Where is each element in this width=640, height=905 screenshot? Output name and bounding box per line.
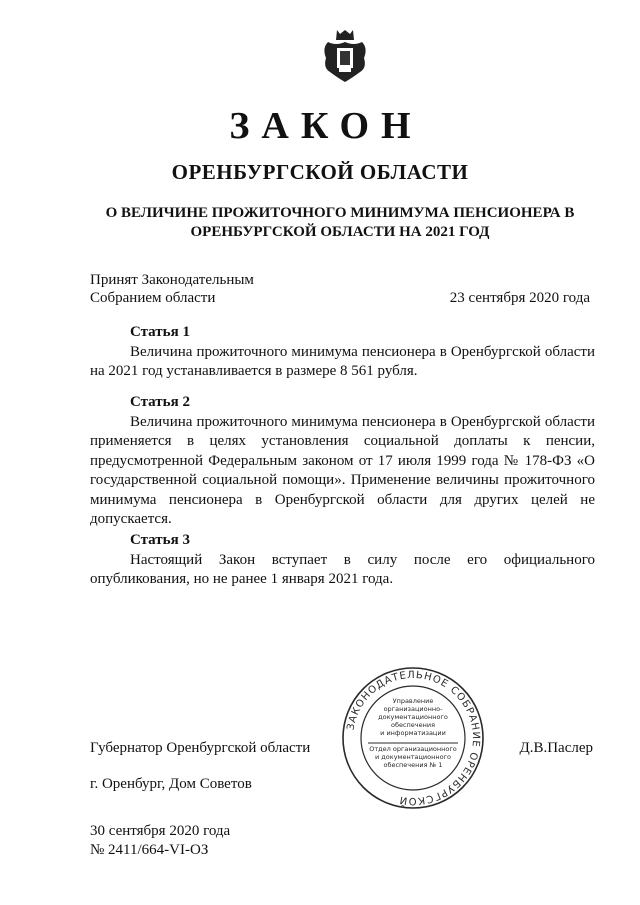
seal-line: обеспечения bbox=[390, 721, 436, 729]
article-2 bbox=[90, 393, 595, 530]
seal-line: Отдел организационного bbox=[369, 745, 457, 753]
law-date-number bbox=[90, 822, 230, 860]
signatory-name: Д.В.Паслер bbox=[519, 740, 593, 756]
seal-line: и информатизации bbox=[380, 729, 446, 737]
law-subject-line-2: ОРЕНБУРГСКОЙ ОБЛАСТИ НА 2021 ГОД bbox=[190, 224, 490, 240]
signatory-title: Губернатор Оренбургской области bbox=[90, 740, 311, 756]
sign-date: 30 сентября 2020 года bbox=[90, 823, 231, 839]
document-title: ЗАКОН bbox=[229, 105, 423, 147]
article-text: Величина прожиточного минимума пенсионера в Оренбургской области применяется в целях установления социальной доплаты к пенсии, предусмотренной Федеральным законом от 17 июля 1999 года № 178-ФЗ «О государственной социальной помощи». Применение величины прожиточного минимума пенсионера в Оренбургской области для других целей не допускается. bbox=[90, 413, 595, 527]
seal-line: и документационного bbox=[375, 753, 451, 761]
article-heading: Статья 1 bbox=[130, 324, 190, 340]
article-text: Настоящий Закон вступает в силу после его официального опубликования, но не ранее 1 января 2021 года. bbox=[90, 551, 595, 587]
seal-line: документационного bbox=[378, 713, 448, 721]
adopted-date: 23 сентября 2020 года bbox=[449, 290, 590, 306]
article-heading: Статья 2 bbox=[130, 394, 190, 410]
seal-line: Управление bbox=[392, 697, 434, 705]
article-text: Величина прожиточного минимума пенсионера в Оренбургской области на 2021 год устанавливается в размере 8 561 рубля. bbox=[90, 343, 595, 379]
article-1 bbox=[90, 323, 595, 382]
seal-ring-text: ЗАКОНОДАТЕЛЬНОЕ СОБРАНИЕ ОРЕНБУРГСКОЙ bbox=[345, 669, 482, 807]
adopted-by-line-2: Собранием области bbox=[90, 290, 216, 306]
svg-text:ЗАКОНОДАТЕЛЬНОЕ СОБРАНИЕ ОРЕНБ bbox=[345, 670, 481, 808]
coat-of-arms-icon bbox=[318, 28, 372, 84]
region-title: ОРЕНБУРГСКОЙ ОБЛАСТИ bbox=[171, 160, 469, 184]
signing-place: г. Оренбург, Дом Советов bbox=[90, 776, 252, 792]
law-subject bbox=[90, 204, 590, 242]
seal-line: обеспечения № 1 bbox=[383, 761, 443, 769]
article-heading: Статья 3 bbox=[130, 532, 190, 548]
law-subject-line-1: О ВЕЛИЧИНЕ ПРОЖИТОЧНОГО МИНИМУМА ПЕНСИОНЕРА В bbox=[105, 205, 575, 221]
law-number: № 2411/664-VI-ОЗ bbox=[90, 842, 209, 858]
adopted-by-line-1: Принят Законодательным bbox=[90, 272, 254, 288]
official-seal bbox=[340, 665, 486, 811]
adopted-by bbox=[90, 271, 254, 307]
seal-line: организационно- bbox=[383, 705, 443, 713]
article-3 bbox=[90, 531, 595, 590]
